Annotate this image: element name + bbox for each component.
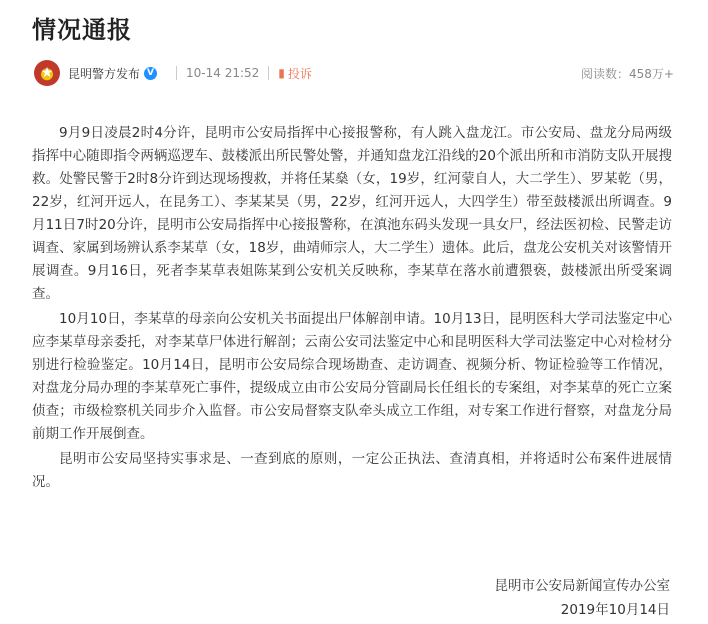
report-link[interactable] (278, 65, 312, 82)
signature-org: 昆明市公安局新闻宣传办公室 (494, 578, 670, 594)
paragraph: 昆明市公安局坚持实事求是、一查到底的原则，一定公正执法、查清真相，并将适时公布案件进展情况。 (32, 451, 672, 490)
signature-date: 2019年10月14日 (560, 602, 670, 618)
post-meta-bar (34, 58, 674, 88)
divider (176, 66, 177, 80)
signature-block (495, 574, 671, 622)
report-icon: ▮ (278, 66, 285, 80)
author-name-link[interactable]: 昆明警方发布 (68, 66, 141, 81)
paragraph: 9月9日凌晨2时4分许，昆明市公安局指挥中心接报警称，有人跳入盘龙江。市公安局、盘龙分局两级指挥中心随即指令两辆巡逻车、鼓楼派出所民警处警，并通知盘龙江沿线的20个派出所和市消防支队开展搜救。处警民警于2时8分许到达现场搜救，并将任某燊（女，19岁，红河蒙自人，大二学生）、罗某乾（男，22岁，红河开远人，在昆务工）、李某某昊（男，22岁，红河开远人，大四学生）带至鼓楼派出所调查。9月11日7时20分许，昆明市公安局指挥中心接报警称，在滇池东码头发现一具女尸，经法医初检、民警走访调查、家属到场辨认系李某草（女，18岁，曲靖师宗人，大二学生）遗体。此后，盘龙公安机关对该警情开展调查。9月16日，死者李某草表姐陈某到公安机关反映称，李某草在落水前遭猥亵，鼓楼派出所受案调查。 (32, 125, 672, 302)
report-label: 投诉 (287, 66, 312, 81)
post-timestamp: 10-14 21:52 (186, 66, 260, 80)
divider (268, 66, 269, 80)
paragraph: 10月10日，李某草的母亲向公安机关书面提出尸体解剖申请。10月13日，昆明医科大学司法鉴定中心应李某草母亲委托，对李某草尸体进行解剖；云南公安司法鉴定中心和昆明医科大学司法鉴定中心对检材分别进行检验鉴定。10月14日，昆明市公安局综合现场勘查、走访调查、视频分析、物证检验等工作情况，对盘龙分局办理的李某草死亡事件，提级成立由市公安局分管副局长任组长的专案组，对李某草的死亡立案侦查；市级检察机关同步介入监督。市公安局督察支队牵头成立工作组，对专案工作进行督察，对盘龙分局前期工作开展倒查。 (32, 311, 672, 442)
read-count: 阅读数：458万+ (581, 66, 674, 81)
author-avatar[interactable]: ★ (34, 60, 60, 86)
verified-badge-icon: V (144, 67, 157, 80)
article-body (32, 122, 672, 496)
page-title: 情况通报 (32, 16, 132, 44)
